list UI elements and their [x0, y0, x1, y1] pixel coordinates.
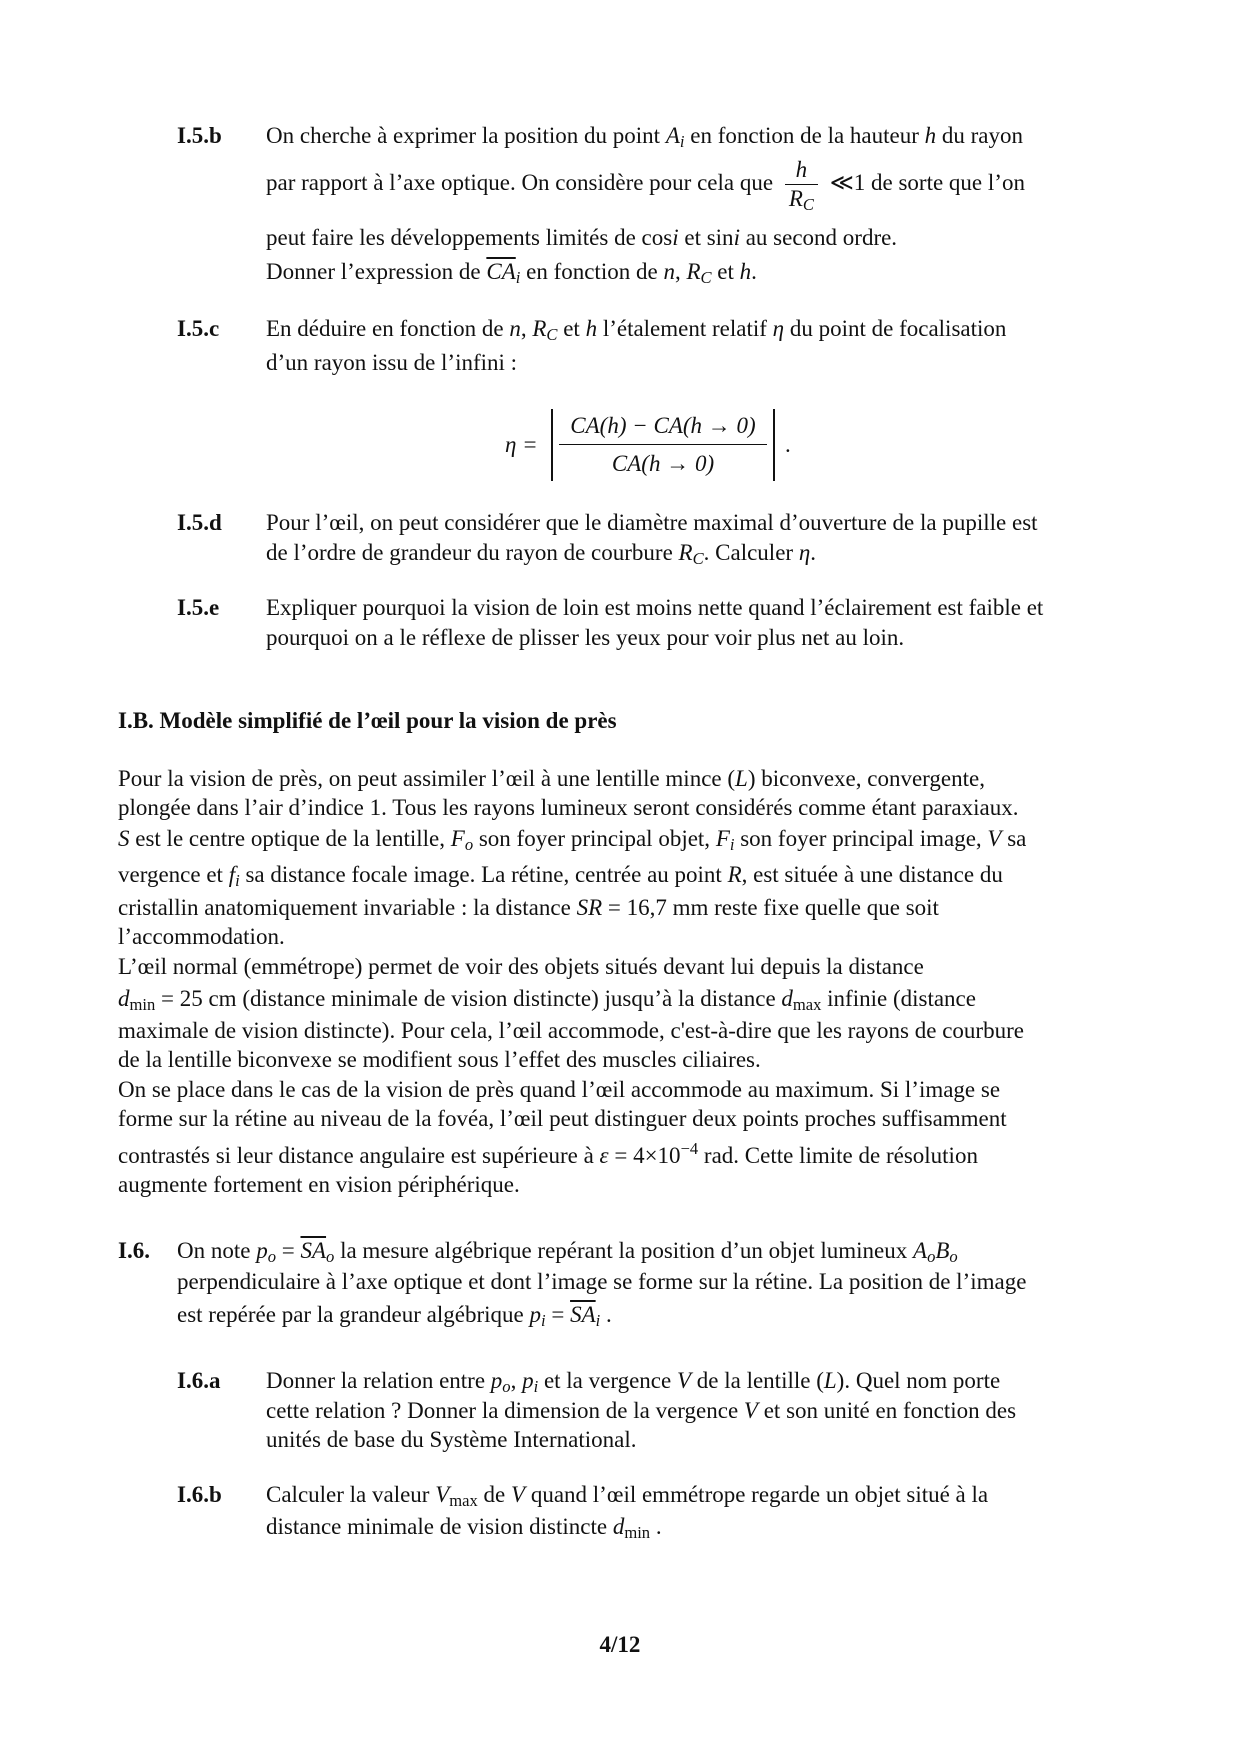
ib-p3-line-4: augmente fortement en vision périphérique.	[118, 1172, 520, 1197]
question-label-i5d: I.5.d	[177, 510, 222, 535]
ib-p2-line-2: $d_{min} = 25$ cm (distance minimale de vision distincte) jusqu’à la distance $d_{max}$ infinie (distance	[118, 986, 976, 1015]
ib-p2-line-3: maximale de vision distincte). Pour cela, l’œil accommode, c'est-à-dire que les rayons de courbure	[118, 1018, 1024, 1043]
page-number: 4/12	[599, 1632, 641, 1657]
section-heading-ib: I.B. Modèle simplifié de l’œil pour la vision de près	[118, 708, 617, 733]
ib-p3-line-2: forme sur la rétine au niveau de la fovéa, l’œil peut distinguer deux points proches suffisamment	[118, 1106, 1007, 1131]
i5d-line-1: Pour l’œil, on peut considérer que le diamètre maximal d’ouverture de la pupille est	[266, 510, 1038, 535]
ib-p3-line-3: contrastés si leur distance angulaire est supérieure à $\varepsilon = 4\times 10^{-4}$ rad. Cette limite de résolution	[118, 1138, 978, 1168]
ib-p1-line-1: Pour la vision de près, on peut assimiler l’œil à une lentille mince (L) biconvexe, convergente,	[118, 766, 985, 791]
i5c-line-2: d’un rayon issu de l’infini :	[266, 350, 518, 375]
i5b-line-1: On cherche à exprimer la position du point $A_i$ en fonction de la hauteur h du rayon	[266, 123, 1024, 152]
question-label-i5b: I.5.b	[177, 123, 222, 148]
question-label-i6a: I.6.a	[177, 1368, 221, 1393]
ib-p1-line-5: cristallin anatomiquement invariable : la distance SR = 16,7 mm reste fixe quelle que soit	[118, 895, 939, 920]
ib-p1-line-3: S est le centre optique de la lentille, $F_o$ son foyer principal objet, $F_i$ son foyer principal image, V sa	[118, 826, 1027, 855]
i5c-line-1: En déduire en fonction de n, $R_C$ et h l’étalement relatif η du point de focalisation	[266, 316, 1007, 345]
eq-fraction-line	[559, 444, 767, 445]
abs-bar-left	[551, 409, 553, 481]
i6-line-3: est repérée par la grandeur algébrique $p_i = \overline{SA}_i$ .	[177, 1302, 612, 1331]
ib-p3-line-1: On se place dans le cas de la vision de près quand l’œil accommode au maximum. Si l’image se	[118, 1077, 1001, 1102]
eq-denominator: CA(h → 0)	[611, 451, 715, 476]
i5b-line-2: par rapport à l’axe optique. On considère pour cela que $\frac{h}{R_C}$ ≪1 de sorte que l’on	[266, 157, 1025, 215]
question-label-i6b: I.6.b	[177, 1482, 222, 1507]
ib-p2-line-4: de la lentille biconvexe se modifient sous l’effet des muscles ciliaires.	[118, 1047, 761, 1072]
ib-p1-line-6: l’accommodation.	[118, 924, 285, 949]
ratio-fraction: $\frac{h}{R_C}$	[785, 156, 818, 213]
i6a-line-1: Donner la relation entre $p_o$, $p_i$ et la vergence V de la lentille (L). Quel nom porte	[266, 1368, 1001, 1397]
question-label-i5c: I.5.c	[177, 316, 220, 341]
eq-dot: .	[785, 432, 791, 457]
i6-line-2: perpendiculaire à l’axe optique et dont l’image se forme sur la rétine. La position de l’image	[177, 1269, 1027, 1294]
i5e-line-1: Expliquer pourquoi la vision de loin est moins nette quand l’éclairement est faible et	[266, 595, 1044, 620]
question-label-i6: I.6.	[118, 1238, 150, 1263]
abs-bar-right	[773, 409, 775, 481]
i6-line-1: On note $p_o = \overline{SA}_o$ la mesure algébrique repérant la position d’un objet lumineux $A_oB_o$	[177, 1238, 958, 1267]
i5d-line-2: de l’ordre de grandeur du rayon de courbure $R_C$. Calculer η.	[266, 540, 816, 569]
i6a-line-3: unités de base du Système International.	[266, 1427, 637, 1452]
i5e-line-2: pourquoi on a le réflexe de plisser les yeux pour voir plus net au loin.	[266, 625, 905, 650]
ib-p2-line-1: L’œil normal (emmétrope) permet de voir des objets situés devant lui depuis la distance	[118, 954, 924, 979]
ib-p1-line-2: plongée dans l’air d’indice 1. Tous les rayons lumineux seront considérés comme étant paraxiaux.	[118, 795, 1019, 820]
eq-numerator: CA(h) − CA(h → 0)	[570, 413, 756, 438]
i6a-line-2: cette relation ? Donner la dimension de la vergence V et son unité en fonction des	[266, 1398, 1017, 1423]
eq-eta: η =	[505, 432, 538, 457]
i5b-line-3: peut faire les développements limités de cosi et sini au second ordre.	[266, 225, 898, 250]
i5b-line-4: Donner l’expression de $\overline{CA}_i$ en fonction de n, $R_C$ et h.	[266, 259, 757, 288]
ib-p1-line-4: vergence et $f_i$ sa distance focale image. La rétine, centrée au point R, est située à une distance du	[118, 862, 1003, 891]
question-label-i5e: I.5.e	[177, 595, 220, 620]
i6b-line-1: Calculer la valeur $V_{max}$ de V quand l’œil emmétrope regarde un objet situé à la	[266, 1482, 989, 1511]
spread-equation	[505, 405, 805, 485]
i6b-line-2: distance minimale de vision distincte $d_{min}$ .	[266, 1514, 662, 1543]
